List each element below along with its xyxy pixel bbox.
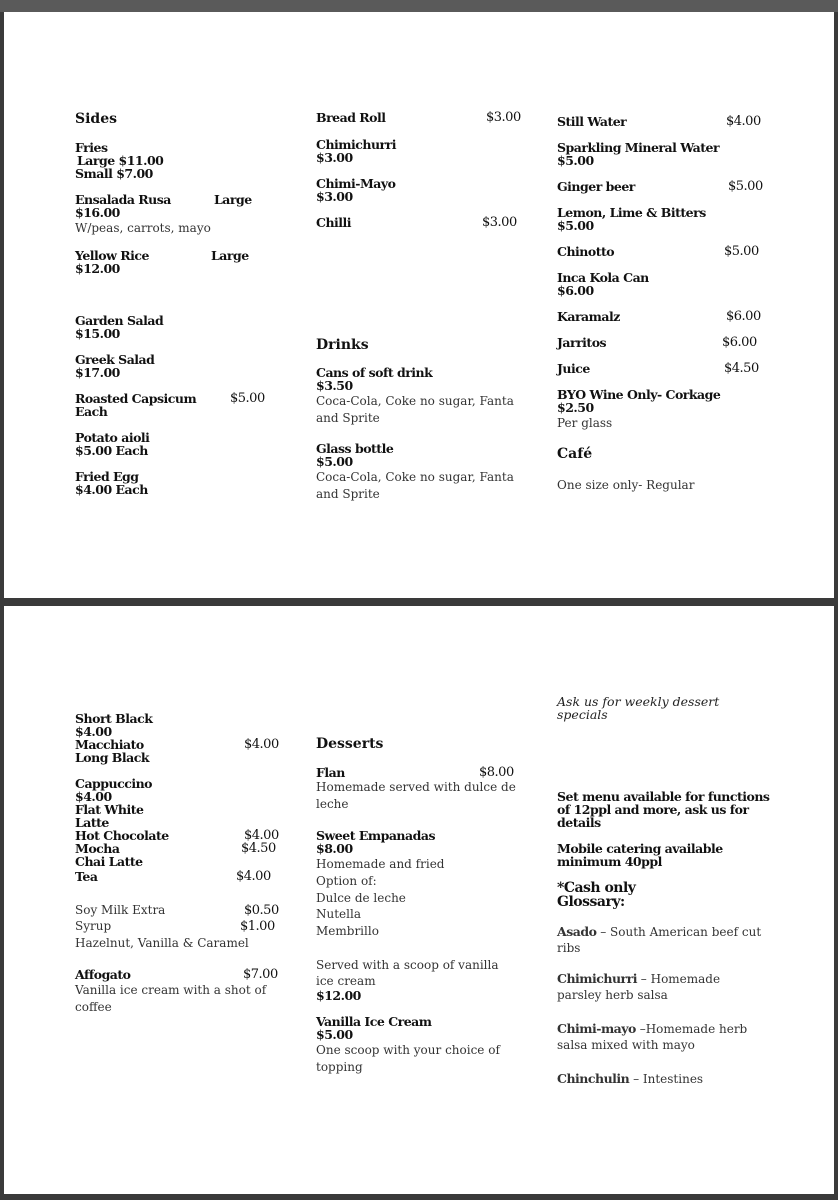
syrup-price: $1.00	[240, 919, 275, 934]
glossary-chimimayo-term: Chimi-mayo	[557, 1021, 636, 1036]
chinotto-name: Chinotto	[557, 244, 615, 259]
affogato-name: Affogato	[75, 967, 131, 982]
ginger-name: Ginger beer	[557, 179, 635, 194]
chilli-name: Chilli	[316, 215, 352, 230]
chimi-price: $3.00	[316, 150, 353, 165]
greek-name: Greek Salad	[75, 352, 155, 367]
glossary-chimichurri-def-2: parsley herb salsa	[557, 988, 668, 1002]
cash-only: *Cash only	[557, 880, 636, 896]
hot-chocolate-price: $4.00	[244, 828, 279, 843]
chimimayo-name: Chimi-Mayo	[316, 176, 396, 191]
egg-name: Fried Egg	[75, 469, 139, 484]
affogato-price: $7.00	[243, 967, 278, 982]
chilli-price: $3.00	[482, 215, 517, 230]
glass-desc-1: Coca-Cola, Coke no sugar, Fanta	[316, 470, 514, 484]
inca-price: $6.00	[557, 283, 594, 298]
mobile-catering-2: minimum 40ppl	[557, 854, 662, 869]
rice-price: $12.00	[75, 261, 120, 276]
glossary-asado-def: – South American beef cut	[596, 925, 762, 939]
viewer-top-bar	[0, 0, 838, 12]
served-desc-2: ice cream	[316, 974, 376, 988]
glossary-chimichurri	[557, 972, 720, 986]
syrup-name: Syrup	[75, 919, 112, 933]
empanadas-option-1: Dulce de leche	[316, 891, 406, 905]
vanilla-price: $5.00	[316, 1027, 353, 1042]
byo-price: $2.50	[557, 400, 594, 415]
sparkling-name: Sparkling Mineral Water	[557, 140, 720, 155]
syrup-flavours: Hazelnut, Vanilla & Caramel	[75, 936, 249, 950]
byo-name: BYO Wine Only- Corkage	[557, 387, 721, 402]
glossary-asado-def-2: ribs	[557, 941, 581, 955]
capsicum-price: $5.00	[230, 391, 265, 406]
glossary-chimichurri-def: – Homemade	[636, 972, 721, 986]
tea-price: $4.00	[236, 869, 271, 884]
capsicum-name: Roasted Capsicum	[75, 391, 197, 406]
set-menu-3: details	[557, 815, 601, 830]
chai-latte-name: Chai Latte	[75, 854, 143, 869]
karamalz-price: $6.00	[726, 309, 761, 324]
macchiato-name: Macchiato	[75, 737, 144, 752]
flan-desc-2: leche	[316, 797, 349, 811]
long-black-name: Long Black	[75, 750, 149, 765]
glossary-asado	[557, 925, 761, 939]
glossary-chinchulin-term: Chinchulin	[557, 1071, 630, 1086]
empanadas-name: Sweet Empanadas	[316, 828, 435, 843]
llb-name: Lemon, Lime & Bitters	[557, 205, 706, 220]
short-black-name: Short Black	[75, 711, 153, 726]
hot-chocolate-name: Hot Chocolate	[75, 828, 169, 843]
greek-price: $17.00	[75, 365, 120, 380]
aioli-name: Potato aioli	[75, 430, 150, 445]
garden-name: Garden Salad	[75, 313, 164, 328]
bread-price: $3.00	[486, 110, 521, 125]
aioli-price: $5.00 Each	[75, 443, 148, 458]
glass-price: $5.00	[316, 454, 353, 469]
flat-white-name: Flat White	[75, 802, 144, 817]
empanadas-option-3: Membrillo	[316, 924, 379, 938]
cans-name: Cans of soft drink	[316, 365, 433, 380]
sparkling-price: $5.00	[557, 153, 594, 168]
cappuccino-price: $4.00	[75, 789, 112, 804]
served-price: $12.00	[316, 988, 361, 1003]
flan-desc-1: Homemade served with dulce de	[316, 780, 516, 794]
llb-price: $5.00	[557, 218, 594, 233]
bread-name: Bread Roll	[316, 110, 386, 125]
byo-desc: Per glass	[557, 416, 613, 430]
ensalada-price: $16.00	[75, 205, 120, 220]
flan-price: $8.00	[479, 765, 514, 780]
glossary-chimichurri-term: Chimichurri	[557, 971, 637, 986]
chinotto-price: $5.00	[724, 244, 759, 259]
inca-name: Inca Kola Can	[557, 270, 649, 285]
rice-large: Large	[211, 248, 249, 263]
egg-price: $4.00 Each	[75, 482, 148, 497]
macchiato-price: $4.00	[244, 737, 279, 752]
juice-price: $4.50	[724, 361, 759, 376]
ginger-price: $5.00	[728, 179, 763, 194]
glossary-chimimayo-def: –Homemade herb	[635, 1022, 748, 1036]
vanilla-name: Vanilla Ice Cream	[316, 1014, 432, 1029]
empanadas-option-2: Nutella	[316, 907, 361, 921]
glossary-chimimayo-def-2: salsa mixed with mayo	[557, 1038, 695, 1052]
set-menu-1: Set menu available for functions	[557, 789, 770, 804]
ensalada-desc: W/peas, carrots, mayo	[75, 221, 211, 235]
mocha-name: Mocha	[75, 841, 120, 856]
cans-desc-1: Coca-Cola, Coke no sugar, Fanta	[316, 394, 514, 408]
empanadas-option: Option of:	[316, 874, 377, 888]
fries-name: Fries	[75, 140, 108, 155]
affogato-desc-1: Vanilla ice cream with a shot of	[75, 983, 267, 997]
flan-name: Flan	[316, 765, 345, 780]
fries-small: Small $7.00	[75, 166, 153, 181]
soy-milk-name: Soy Milk Extra	[75, 903, 166, 917]
menu-page-2	[4, 606, 834, 1194]
ensalada-name: Ensalada Rusa	[75, 192, 171, 207]
glossary-chimimayo	[557, 1022, 747, 1036]
affogato-desc-2: coffee	[75, 1000, 112, 1014]
glossary-chinchulin-def: – Intestines	[629, 1072, 704, 1086]
glossary-chinchulin	[557, 1072, 703, 1086]
karamalz-name: Karamalz	[557, 309, 620, 324]
jarritos-price: $6.00	[722, 335, 757, 350]
capsicum-each: Each	[75, 404, 108, 419]
vanilla-desc-1: One scoop with your choice of	[316, 1043, 500, 1057]
cans-desc-2: and Sprite	[316, 411, 380, 425]
still-price: $4.00	[726, 114, 761, 129]
glossary-heading: Glossary:	[557, 894, 625, 910]
menu-page-1	[4, 12, 834, 598]
empanadas-desc: Homemade and fried	[316, 857, 445, 871]
set-menu-2: of 12ppl and more, ask us for	[557, 802, 749, 817]
weekly-specials-2: specials	[557, 707, 608, 722]
fries-large: Large $11.00	[77, 153, 164, 168]
chimimayo-price: $3.00	[316, 189, 353, 204]
soy-milk-price: $0.50	[244, 903, 279, 918]
cafe-heading: Café	[557, 446, 593, 462]
cappuccino-name: Cappuccino	[75, 776, 153, 791]
garden-price: $15.00	[75, 326, 120, 341]
vanilla-desc-2: topping	[316, 1060, 363, 1074]
latte-name: Latte	[75, 815, 109, 830]
cans-price: $3.50	[316, 378, 353, 393]
chimi-name: Chimichurri	[316, 137, 396, 152]
glossary-asado-term: Asado	[557, 924, 597, 939]
served-desc-1: Served with a scoop of vanilla	[316, 958, 499, 972]
ensalada-large: Large	[214, 192, 252, 207]
sides-heading: Sides	[75, 111, 118, 127]
drinks-heading: Drinks	[316, 337, 369, 353]
mobile-catering-1: Mobile catering available	[557, 841, 723, 856]
empanadas-price: $8.00	[316, 841, 353, 856]
rice-name: Yellow Rice	[75, 248, 149, 263]
glass-name: Glass bottle	[316, 441, 394, 456]
jarritos-name: Jarritos	[557, 335, 607, 350]
tea-name: Tea	[75, 869, 98, 884]
still-name: Still Water	[557, 114, 627, 129]
glass-desc-2: and Sprite	[316, 487, 380, 501]
short-black-price: $4.00	[75, 724, 112, 739]
cafe-desc: One size only- Regular	[557, 478, 695, 492]
mocha-price: $4.50	[241, 841, 276, 856]
weekly-specials-1: Ask us for weekly dessert	[557, 694, 720, 709]
desserts-heading: Desserts	[316, 736, 384, 752]
juice-name: Juice	[557, 361, 590, 376]
